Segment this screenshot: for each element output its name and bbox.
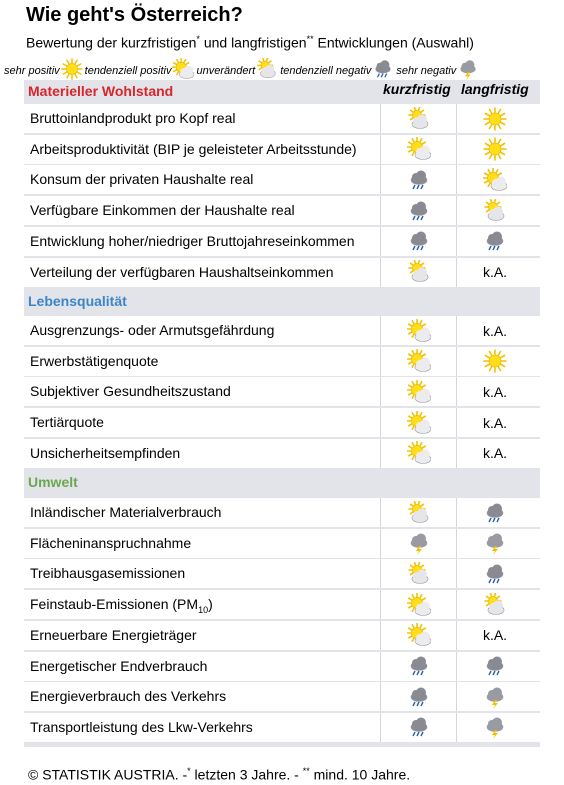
sun-cloud-icon [380,621,457,650]
indicator-label: Unsicherheitsempfinden [30,444,181,461]
table-row [24,135,540,164]
table-row [24,165,540,194]
indicator-label: Ausgrenzungs- oder Armutsgefährdung [30,322,275,338]
indicator-label: Treibhausgasemissionen [30,565,186,582]
table-row [24,621,540,650]
indicator-label: Konsum der privaten Haushalte real [30,171,254,188]
not-available-value: k.A. [456,439,533,468]
sun-icon [456,347,533,376]
not-available-value: k.A. [456,408,533,437]
footer-post: mind. 10 Jahre. [309,766,411,783]
cloud-sun-icon [456,590,533,619]
cloud-sun-icon [380,258,457,287]
legend-label: tendenziell positiv [84,64,172,77]
table-row [24,652,540,681]
sun-cloud-icon [380,590,457,619]
indicator-label: Erneuerbare Energieträger [30,626,197,643]
footer [28,766,410,783]
not-available-value: k.A. [456,621,533,650]
cloud-rain-icon [380,196,457,225]
table-row [24,408,540,437]
legend-label: sehr negativ [396,64,457,77]
sun-cloud-icon [380,377,457,406]
cloud-sun-icon [380,559,457,588]
subtitle-mark-1: * [196,34,200,44]
sun-cloud-icon [380,439,457,468]
column-header-long: langfristig [461,81,529,97]
cloud-rain-icon [456,559,533,588]
page-title: Wie geht's Österreich? [26,4,243,26]
subtitle-post: Entwicklungen (Auswahl) [313,34,474,51]
indicator-label: Transportleistung des Lkw-Verkehrs [30,718,253,735]
subtitle-mid: und langfristigen [199,34,307,51]
indicator-label: Tertiärquote [30,414,104,431]
sun-icon [456,104,533,133]
footer-mid: letzten 3 Jahre. - [190,766,303,783]
indicator-label: Inländischer Materialverbrauch [30,504,222,520]
sun-cloud-icon [380,316,457,345]
indicator-label: Bruttoinlandprodukt pro Kopf real [30,110,236,126]
cloud-sun-icon [380,104,457,133]
cloud-rain-icon [380,227,457,256]
table-row [24,316,540,345]
cloud-rain-icon [380,652,457,681]
section-title-material: Materieller Wohlstand [28,83,174,99]
table-row [24,347,540,376]
indicator-label: Arbeitsproduktivität (BIP je geleisteter Arbeitsstunde) [30,140,357,157]
table-row [24,227,540,256]
subtitle [26,34,474,51]
table-row [24,590,540,619]
section-title-life: Lebensqualität [28,293,127,309]
sun-cloud-icon [456,165,533,194]
table-row [24,559,540,588]
table-row [24,377,540,406]
cloud-rain-icon [380,713,457,742]
column-header-short: kurzfristig [383,81,451,97]
not-available-value: k.A. [456,316,533,345]
cloud-sun-icon [380,498,457,527]
table-row [24,682,540,711]
indicator-label: Flächeninanspruchnahme [30,534,192,551]
indicator-label: Verfügbare Einkommen der Haushalte real [30,202,295,219]
footer-mark-2: ** [302,766,310,776]
indicator-label: Entwicklung hoher/niedriger Bruttojahreseinkommen [30,232,355,249]
cloud-rain-icon [456,652,533,681]
table-row [24,439,540,468]
table-row [24,713,540,742]
indicator-label: Feinstaub-Emissionen $(PM_{10})$ [30,596,213,615]
table-row [24,104,540,133]
table-row [24,258,540,287]
cloud-rain-icon [380,682,457,711]
cloud-rain-icon [456,227,533,256]
not-available-value: k.A. [456,258,533,287]
table-row [24,196,540,225]
cloud-storm-icon [456,682,533,711]
subtitle-mark-2: ** [306,34,314,44]
sun-cloud-icon [380,408,457,437]
sun-cloud-icon [380,347,457,376]
not-available-value: k.A. [456,377,533,406]
table-row [24,529,540,558]
cloud-rain-icon [380,165,457,194]
sun-cloud-icon [380,135,457,164]
table-row [24,498,540,527]
indicator-label: Energieverbrauch des Verkehrs [30,688,227,705]
subtitle-pre: Bewertung der kurzfristigen [26,34,197,51]
indicator-label: Erwerbstätigenquote [30,352,159,369]
cloud-storm-icon [380,529,457,558]
section-title-env: Umwelt [28,474,78,490]
cloud-rain-icon [456,498,533,527]
indicator-label: Subjektiver Gesundheitszustand [30,383,231,400]
cloud-sun-icon [456,196,533,225]
legend-label: unverändert [196,64,256,77]
legend-label: tendenziell negativ [280,64,372,77]
indicator-label: Verteilung der verfügbaren Haushaltseinkommen [30,263,334,280]
sun-icon [456,135,533,164]
cloud-storm-icon [456,713,533,742]
indicator-label: Energetischer Endverbrauch [30,657,208,674]
footer-pre: © STATISTIK AUSTRIA. - [28,766,188,783]
legend-label: sehr positiv [4,64,60,77]
footer-mark-1: * [187,766,191,776]
cloud-storm-icon [456,529,533,558]
